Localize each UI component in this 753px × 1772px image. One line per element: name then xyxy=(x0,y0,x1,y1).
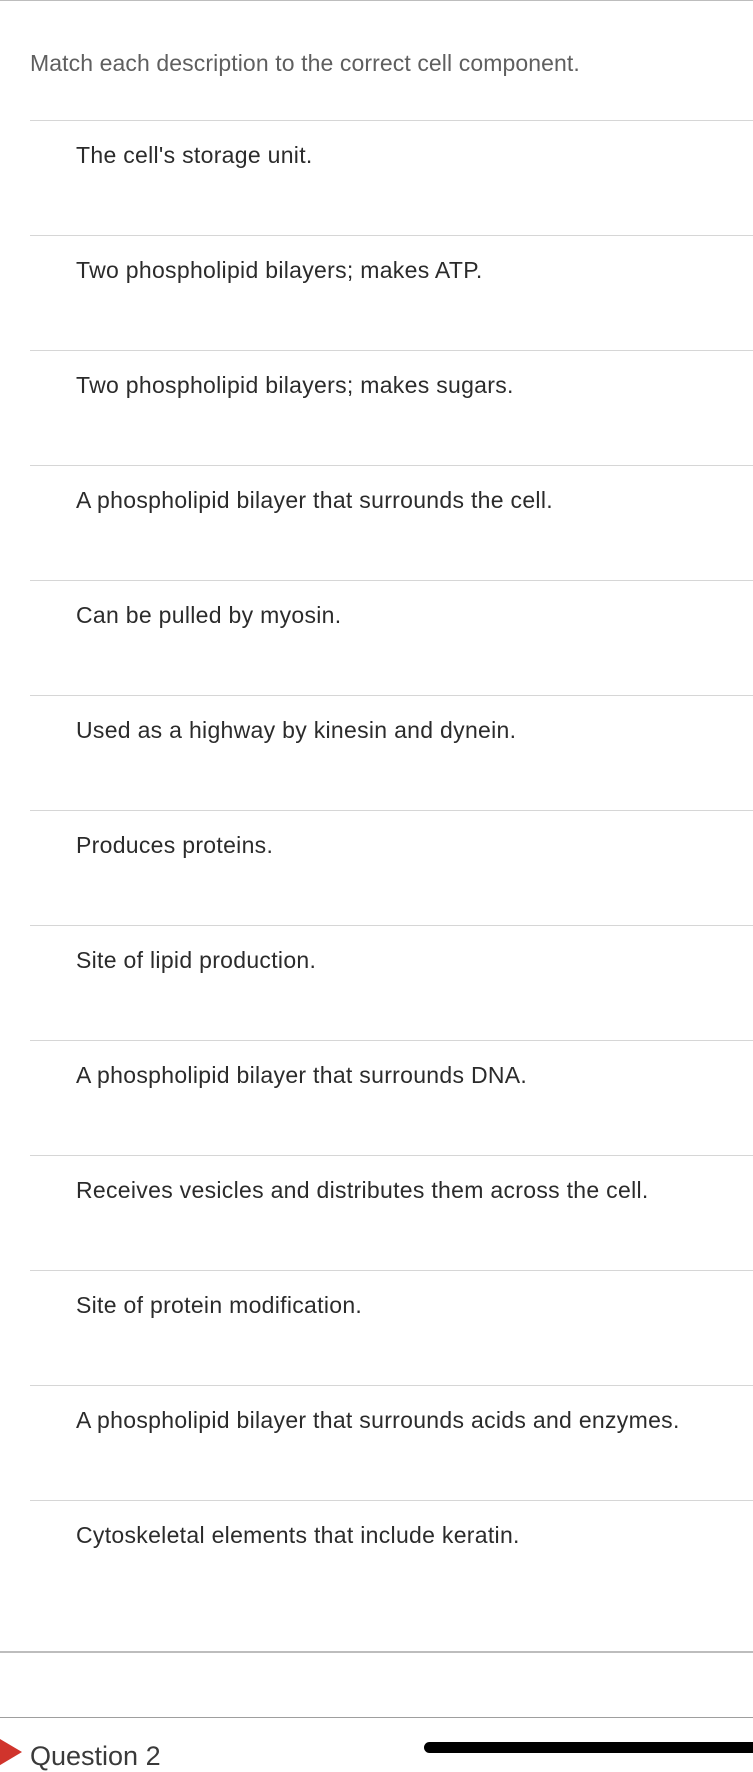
match-item-text: Produces proteins. xyxy=(76,832,274,858)
match-item-text: Site of protein modification. xyxy=(76,1292,363,1318)
match-item[interactable] xyxy=(30,1155,753,1270)
question-prompt: Match each description to the correct cell component. xyxy=(30,50,580,76)
match-item[interactable] xyxy=(30,120,753,235)
match-item[interactable] xyxy=(30,1385,753,1500)
match-item[interactable] xyxy=(30,1270,753,1385)
top-divider xyxy=(0,0,753,1)
match-item[interactable] xyxy=(30,465,753,580)
match-item[interactable] xyxy=(30,810,753,925)
match-item[interactable] xyxy=(30,1040,753,1155)
match-item-text: Can be pulled by myosin. xyxy=(76,602,342,628)
match-item-text: A phospholipid bilayer that surrounds DNA. xyxy=(76,1062,528,1088)
next-question-divider xyxy=(0,1717,753,1718)
question-bottom-divider xyxy=(0,1651,753,1653)
match-item-text: Receives vesicles and distributes them across the cell. xyxy=(76,1177,649,1203)
match-item[interactable] xyxy=(30,580,753,695)
match-item[interactable] xyxy=(30,925,753,1040)
match-item[interactable] xyxy=(30,350,753,465)
next-question-bar xyxy=(424,1742,753,1753)
match-item-text: Used as a highway by kinesin and dynein. xyxy=(76,717,517,743)
match-item-text: Cytoskeletal elements that include keratin. xyxy=(76,1522,520,1548)
match-item-text: Site of lipid production. xyxy=(76,947,317,973)
match-item[interactable] xyxy=(30,695,753,810)
match-item[interactable] xyxy=(30,1500,753,1615)
match-item[interactable] xyxy=(30,235,753,350)
match-item-text: Two phospholipid bilayers; makes sugars. xyxy=(76,372,514,398)
match-item-text: A phospholipid bilayer that surrounds acids and enzymes. xyxy=(76,1407,680,1433)
match-items-list xyxy=(30,120,753,1615)
match-item-text: A phospholipid bilayer that surrounds the cell. xyxy=(76,487,553,513)
flag-icon[interactable] xyxy=(0,1733,22,1771)
next-question-title: Question 2 xyxy=(30,1741,161,1771)
match-item-text: Two phospholipid bilayers; makes ATP. xyxy=(76,257,483,283)
match-item-text: The cell's storage unit. xyxy=(76,142,313,168)
